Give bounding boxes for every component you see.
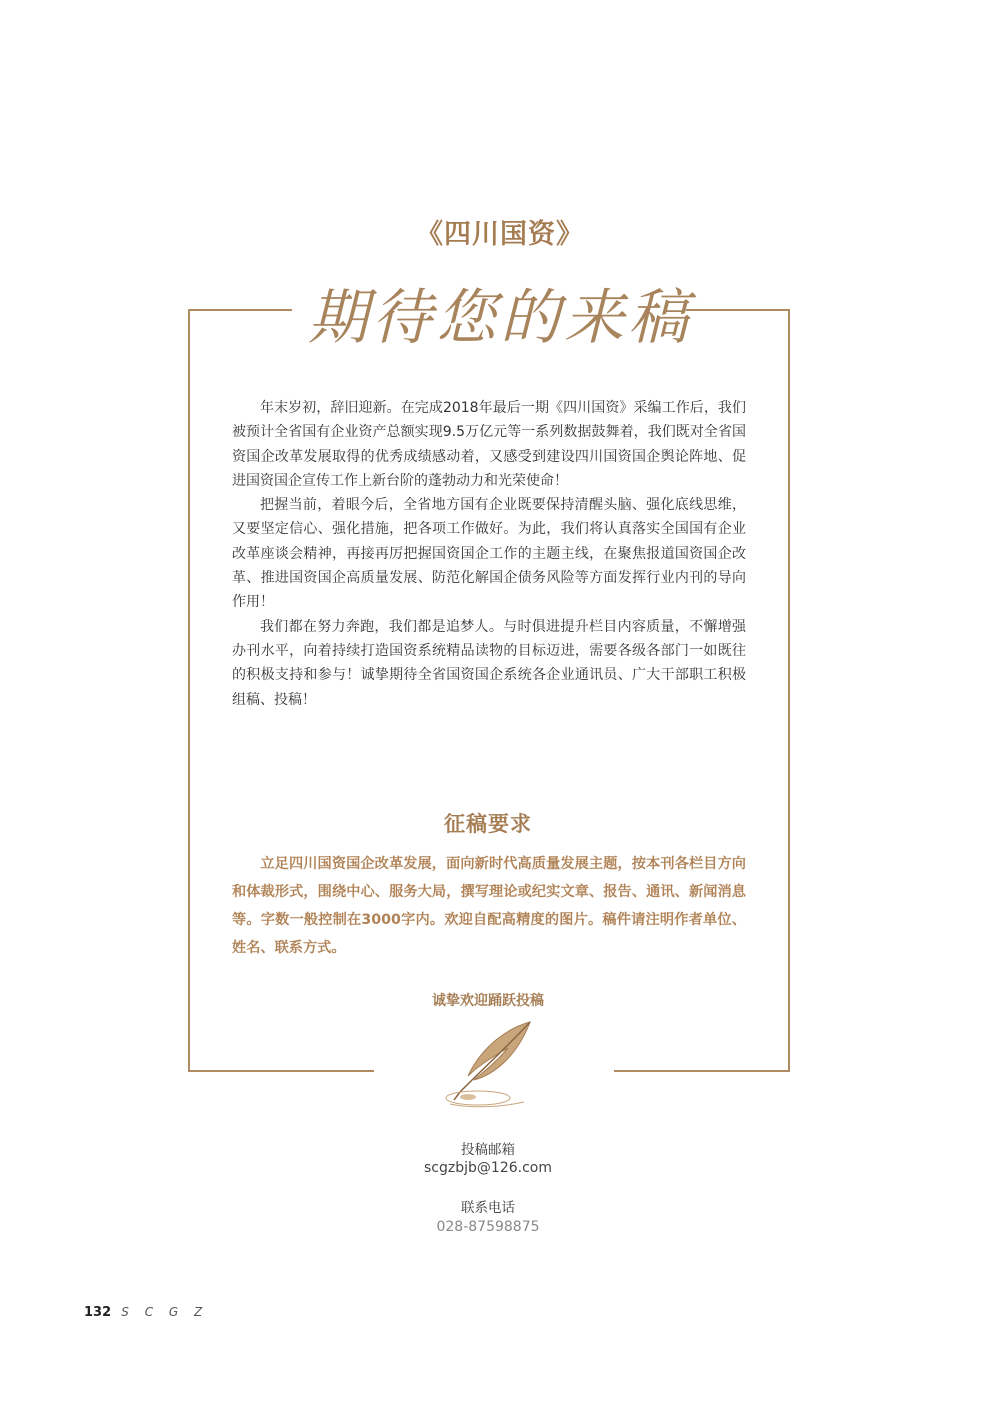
welcome-text: 诚挚欢迎踊跃投稿 [432,993,544,1009]
frame-right-line [788,309,790,1071]
frame-top-right-line [686,309,790,311]
magazine-title: 《四川国资》 [416,219,584,250]
frame-left-line [188,309,190,1071]
frame-top-left-line [188,309,292,311]
body-paragraph-3: 我们都在努力奔跑，我们都是追梦人。与时俱进提升栏目内容质量，不懈增强办刊水平，向着持续打造国资系统精品读物的目标迈进，需要各级各部门一如既往的积极支持和参与！诚挚期待全省国资国企系统各企业通讯员、广大干部职工积极组稿、投稿！ [232,618,746,708]
requirements-title: 征稿要求 [444,812,532,836]
phone-value[interactable]: 028-87598875 [436,1219,540,1235]
requirements-paragraph: 立足四川国资国企改革发展，面向新时代高质量发展主题，按本刊各栏目方向和体裁形式，围绕中心、服务大局，撰写理论或纪实文章、报告、通讯、新闻消息等。字数一般控制在3000字内。欢迎自配高精度的图片。稿件请注明作者单位、姓名、联系方式。 [232,856,746,956]
frame-bottom-right-line [614,1070,790,1072]
email-label: 投稿邮箱 [461,1142,515,1158]
magazine-mark: S C G Z [121,1305,209,1319]
email-value[interactable]: scgzbjb@126.com [424,1160,552,1176]
quill-feather-icon [438,1018,542,1110]
body-paragraph-1: 年末岁初，辞旧迎新。在完成2018年最后一期《四川国资》采编工作后，我们被预计全省国有企业资产总额实现9.5万亿元等一系列数据鼓舞着，我们既对全省国资国企改革发展取得的优秀成绩感动着，又感受到建设四川国资国企舆论阵地、促进国资国企宣传工作上新台阶的蓬勃动力和光荣使命！ [232,400,746,489]
headline: 期待您的来稿 [308,283,692,353]
frame-bottom-left-line [188,1070,374,1072]
body-paragraph-2: 把握当前，着眼今后，全省地方国有企业既要保持清醒头脑、强化底线思维，又要坚定信心、强化措施，把各项工作做好。为此，我们将认真落实全国国有企业改革座谈会精神，再接再厉把握国资国企工作的主题主线，在聚焦报道国资国企改革、推进国资国企高质量发展、防范化解国企债务风险等方面发挥行业内刊的导向作用！ [232,497,746,611]
page-folio [84,1305,208,1320]
requirements-text [232,850,746,962]
phone-label: 联系电话 [461,1200,515,1216]
page-number: 132 [84,1305,112,1320]
body-text [232,396,746,712]
